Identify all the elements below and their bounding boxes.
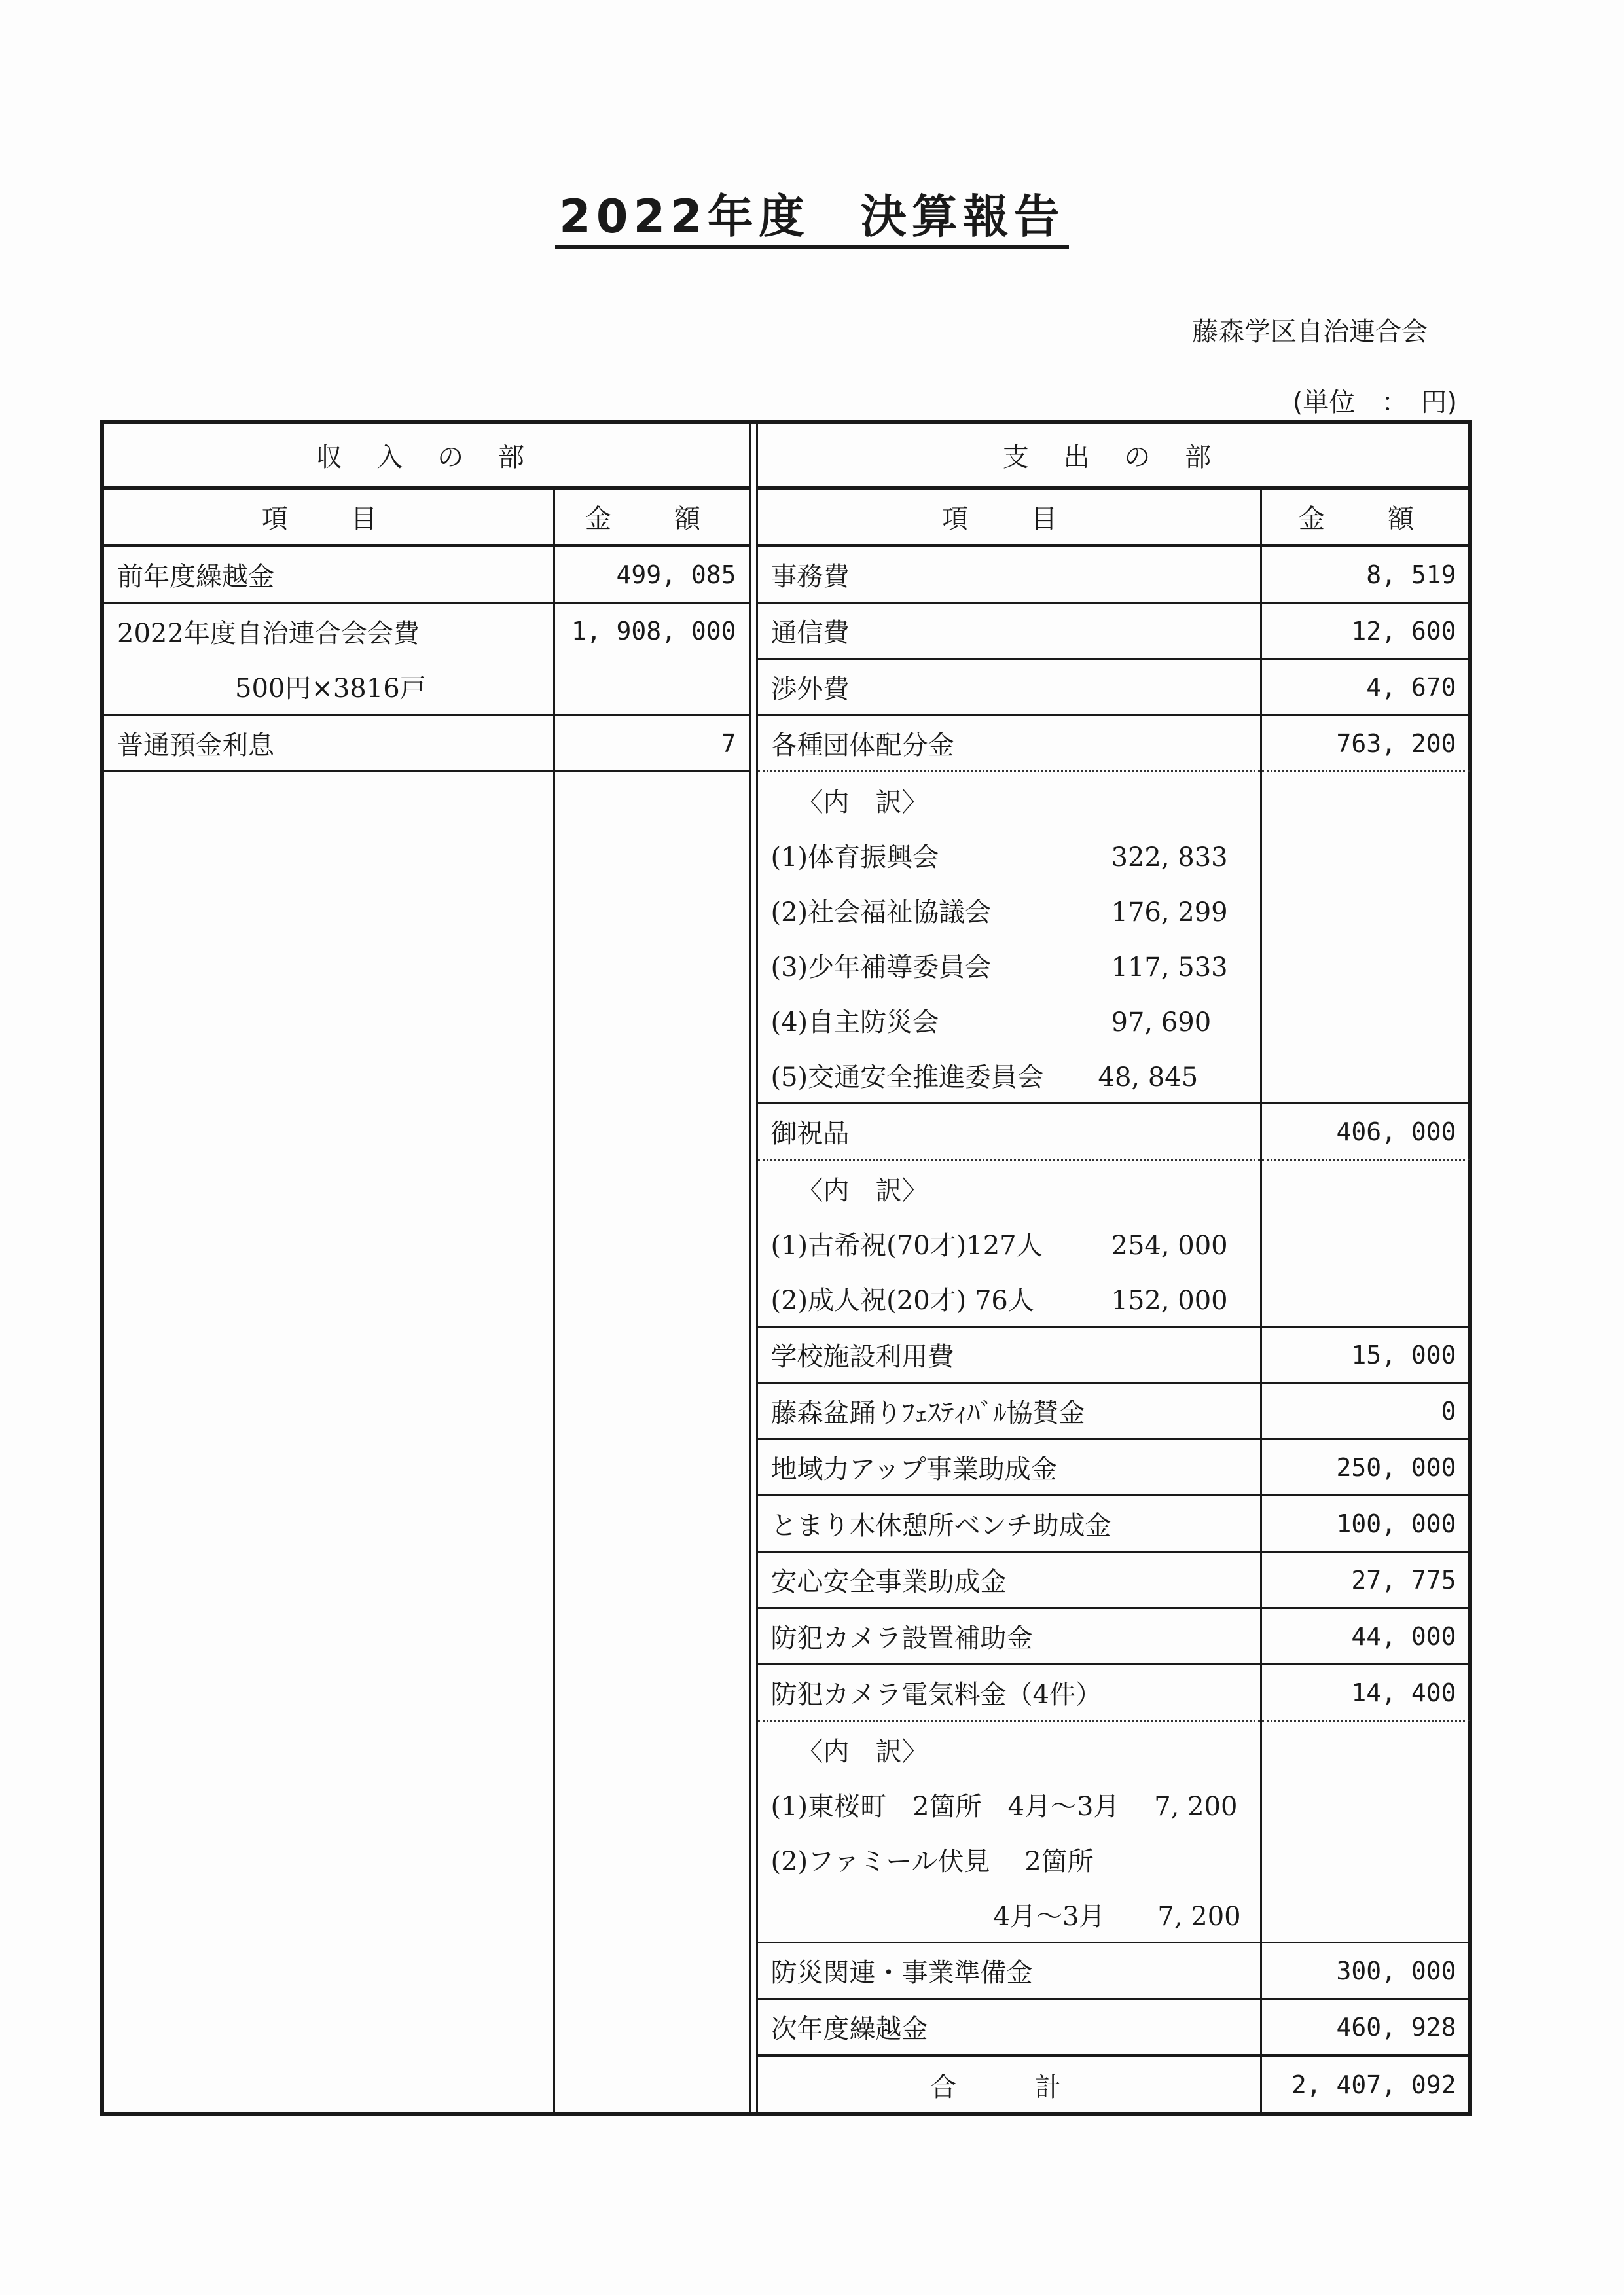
breakdown-item: (2)ファミール伏見 2箇所: [757, 1832, 1261, 1887]
expense-item-name: 各種団体配分金: [757, 715, 1261, 772]
expense-item-amount: 12, 600: [1261, 603, 1470, 659]
breakdown-item-name: (2)成人祝(20才) 76人: [770, 1285, 1034, 1316]
expense-item-name: 次年度繰越金: [757, 1999, 1261, 2056]
table-row: [102, 715, 1470, 772]
column-gap: [750, 422, 757, 2114]
expense-item-amount: 44, 000: [1261, 1608, 1470, 1665]
breakdown-item-name: (1)古希祝(70才)127人: [770, 1230, 1043, 1261]
breakdown-amount-empty: [1261, 1721, 1470, 1943]
page-title: [0, 180, 1624, 246]
expense-item-amount: 15, 000: [1261, 1327, 1470, 1383]
income-item-note: 500円×3816戸: [102, 659, 554, 715]
income-item-amount: 7: [554, 715, 750, 772]
expense-amount-header: 金 額: [1261, 488, 1470, 546]
settlement-table-frame: [100, 420, 1468, 2103]
expense-item-amount: 0: [1261, 1383, 1470, 1439]
expense-item-amount: 100, 000: [1261, 1496, 1470, 1552]
expense-item-name: 通信費: [757, 603, 1261, 659]
breakdown-item-amount: 48, 845: [1098, 1062, 1199, 1093]
income-empty-amount-area: [554, 772, 750, 2115]
income-item-header: 項 目: [102, 488, 554, 546]
breakdown-item-name: (2)社会福祉協議会: [770, 897, 992, 928]
breakdown-item: [757, 992, 1261, 1047]
expense-item-name: 防犯カメラ電気料金（4件）: [757, 1665, 1261, 1721]
organization-name: 藤森学区自治連合会: [1192, 317, 1428, 347]
breakdown-item-amount: 152, 000: [1111, 1285, 1228, 1316]
income-section-header: 収 入 の 部: [102, 422, 750, 488]
expense-item-name: 安心安全事業助成金: [757, 1552, 1261, 1608]
expense-item-amount: 27, 775: [1261, 1552, 1470, 1608]
income-item-amount: 499, 085: [554, 546, 750, 603]
expense-item-name: 渉外費: [757, 659, 1261, 715]
breakdown-amount-empty: [1261, 772, 1470, 1104]
breakdown-item-amount: 97, 690: [1111, 1007, 1212, 1038]
breakdown-label: 〈内 訳〉: [757, 772, 1261, 828]
breakdown-amount-empty: [1261, 1160, 1470, 1327]
income-total-label: 合 計: [757, 2056, 1261, 2115]
expense-item-amount: 460, 928: [1261, 1999, 1470, 2056]
breakdown-item-amount: 322, 833: [1111, 842, 1228, 873]
unit-label: (単位 ： 円): [1292, 388, 1457, 418]
breakdown-item: [757, 1271, 1261, 1327]
breakdown-item-name: (1)体育振興会: [770, 842, 939, 873]
breakdown-item: [757, 1047, 1261, 1104]
expense-item-name: 地域力アップ事業助成金: [757, 1439, 1261, 1496]
expense-item-amount: 4, 670: [1261, 659, 1470, 715]
expense-item-header: 項 目: [757, 488, 1261, 546]
income-item-name: 2022年度自治連合会会費: [102, 603, 554, 659]
breakdown-row: [102, 772, 1470, 828]
settlement-table: [100, 420, 1472, 2116]
expense-item-amount: 300, 000: [1261, 1943, 1470, 1999]
breakdown-item: [757, 1216, 1261, 1271]
breakdown-item-amount: 117, 533: [1111, 952, 1228, 983]
breakdown-item: (1)東桜町 2箇所 4月～3月 7, 200: [757, 1777, 1261, 1832]
breakdown-label: 〈内 訳〉: [757, 1721, 1261, 1777]
expense-item-name: 事務費: [757, 546, 1261, 603]
breakdown-item: [757, 827, 1261, 882]
breakdown-label: 〈内 訳〉: [757, 1160, 1261, 1216]
expense-item-name: 藤森盆踊りﾌｪｽﾃｨﾊﾞﾙ協賛金: [757, 1383, 1261, 1439]
income-item-amount: 1, 908, 000: [554, 603, 750, 659]
income-total-amount: 2, 407, 092: [1261, 2056, 1470, 2115]
expense-item-amount: 8, 519: [1261, 546, 1470, 603]
breakdown-item-name: (4)自主防災会: [770, 1007, 939, 1038]
income-item-name: 普通預金利息: [102, 715, 554, 772]
breakdown-item: 4月～3月 7, 200: [757, 1887, 1261, 1943]
expense-item-name: 学校施設利用費: [757, 1327, 1261, 1383]
expense-item-name: 御祝品: [757, 1104, 1261, 1160]
expense-item-amount: 763, 200: [1261, 715, 1470, 772]
breakdown-item-amount: 254, 000: [1111, 1230, 1228, 1261]
section-header-row: [102, 422, 1470, 488]
table-row: [102, 659, 1470, 715]
breakdown-item: [757, 882, 1261, 937]
expense-section-header: 支 出 の 部: [757, 422, 1470, 488]
breakdown-item-name: (5)交通安全推進委員会: [770, 1062, 1044, 1093]
table-row: [102, 546, 1470, 603]
income-empty-area: [102, 772, 554, 2115]
breakdown-item-name: (3)少年補導委員会: [770, 952, 992, 983]
expense-item-name: 防災関連・事業準備金: [757, 1943, 1261, 1999]
expense-item-amount: 14, 400: [1261, 1665, 1470, 1721]
expense-item-name: 防犯カメラ設置補助金: [757, 1608, 1261, 1665]
expense-item-amount: 250, 000: [1261, 1439, 1470, 1496]
income-amount-header: 金 額: [554, 488, 750, 546]
income-item-name: 前年度繰越金: [102, 546, 554, 603]
column-header-row: [102, 488, 1470, 546]
breakdown-item-amount: 176, 299: [1111, 897, 1228, 928]
page-title-text: 2022年度 決算報告: [555, 190, 1069, 249]
breakdown-item: [757, 937, 1261, 992]
expense-item-name: とまり木休憩所ベンチ助成金: [757, 1496, 1261, 1552]
expense-item-amount: 406, 000: [1261, 1104, 1470, 1160]
income-empty-cell: [554, 659, 750, 715]
table-row: [102, 603, 1470, 659]
